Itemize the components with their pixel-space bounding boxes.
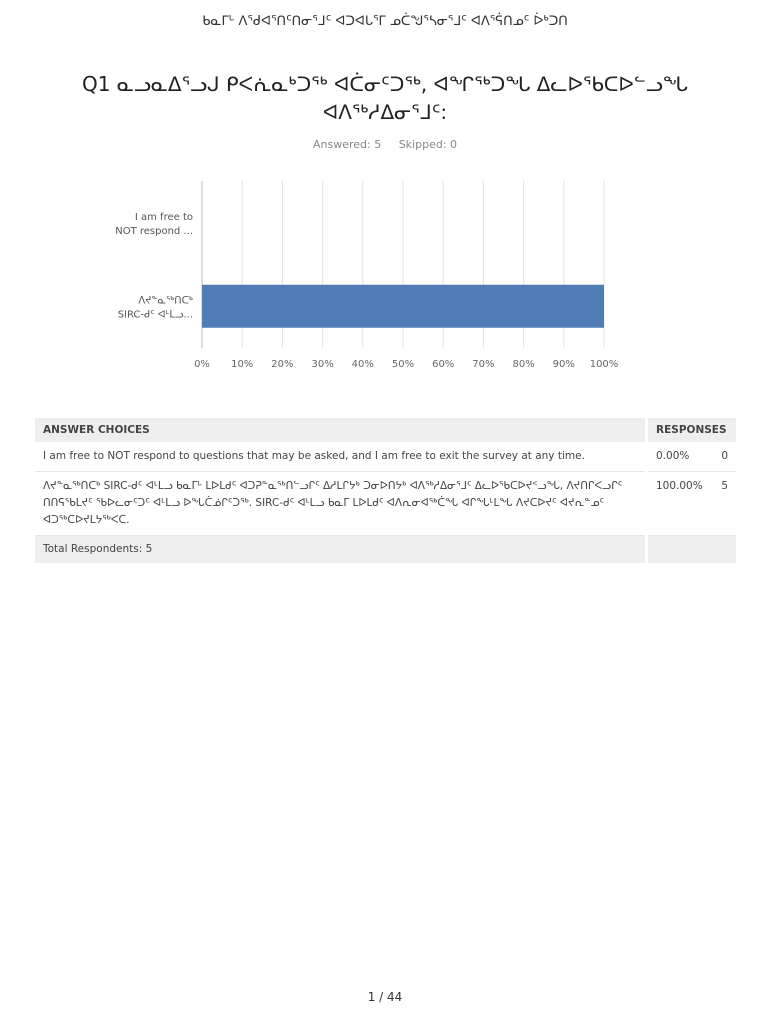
chart-tick-label: 100% [589, 359, 619, 370]
answered-count: Answered: 5 [312, 138, 382, 151]
chart-tick-label: 90% [552, 359, 575, 370]
response-percent: 0.00% [647, 442, 708, 472]
question-title: Q1 ᓇᓗᓇᐃᕐᓗᒍ ᑭᐸᕇᓇᒃᑐᖅ ᐊᑖᓂᑦᑐᖅ, ᐊᖏᖅᑐᖓ ᐃᓚᐅᖃᑕᐅᓪᓗᖓ ᐊᐱᖅᓱᐃᓂᕐᒧᑦ: [82, 72, 688, 124]
answer-choice-text: I am free to NOT respond to questions that may be asked, and I am free to exit the survey at any time. [35, 442, 647, 472]
chart-category-label: ᐱᔪᓐᓇᖅᑎᑕᒃ SIRC-ᑯᑦ ᐊᒻᒪᓗ... [117, 295, 193, 321]
chart-tick-label: 80% [512, 359, 535, 370]
chart-bar [202, 285, 604, 328]
response-count: 5 [708, 472, 736, 536]
page-number: 1 / 44 [367, 990, 403, 1004]
total-row-spacer [647, 536, 737, 564]
chart-tick-label: 70% [472, 359, 495, 370]
header-answer-choices: ANSWER CHOICES [35, 418, 647, 442]
chart-tick-label: 60% [432, 359, 455, 370]
chart-tick-label: 20% [271, 359, 294, 370]
survey-title: ᑲᓇᒥᒡ ᐱᖁᐊᕐᑎᑦᑎᓂᕐᒧᑦ ᐊᑐᐊᒐᕐᒥ ᓄᑖᖑᕐᓴᓂᕐᒧᑦ ᐊᐱᕐᕌᑎᓄᑦ ᐆᒃᑐᑎ [202, 14, 568, 29]
skipped-count: Skipped: 0 [398, 138, 458, 151]
chart-tick-label: 40% [351, 359, 374, 370]
total-row [35, 536, 736, 564]
chart-tick-label: 0% [194, 359, 210, 370]
results-table [35, 418, 736, 563]
chart-tick-label: 50% [391, 359, 415, 370]
chart-tick-label: 30% [311, 359, 334, 370]
chart-tick-label: 10% [231, 359, 254, 370]
table-row [35, 442, 736, 472]
response-percent: 100.00% [647, 472, 708, 536]
bar-chart [0, 0, 770, 400]
header-responses: RESPONSES [647, 418, 737, 442]
table-row [35, 472, 736, 536]
table-header-row [35, 418, 736, 442]
response-count: 0 [708, 442, 736, 472]
total-respondents: Total Respondents: 5 [35, 536, 647, 564]
answer-choice-text: ᐱᔪᓐᓇᖅᑎᑕᒃ SIRC-ᑯᑦ ᐊᒻᒪᓗ ᑲᓇᒥᒡ ᒪᐅᒪᑯᑦ ᐊᑐᕈᓐᓇᖅᑎᓪᓗᒋᑦ ᐃᓱᒪᒋᔭᒃ ᑐᓂᐅᑎᔭᒃ ᐊᐱᖅᓱᐃᓂᕐᒧᑦ ᐃᓚᐅᖃᑕᐅᔪᑉᓗᖓ, ᐱᔪᑎᒋᐸᓗᒋᑦ ᑎᑎᕋᖃᒪᔪᑦ ᖃᐅᓚᓂᑦᑐᑦ ᐊᒻᒪᓗ ᐅᖓᑖᓅᒋᑦᑐᖅ. SIRC-ᑯᑦ ᐊᒻᒪᓗ ᑲᓇᒥ ᒪᐅᒪᑯᑦ ᐊᐱᕆᓂᐊᖅᑖᖓ ᐊᒋᖓᒻᒪᖓ ᐱᔪᑕᐅᔪᑦ ᐊᔪᕆᓐᓄᑦ ᐊᑐᖅᑕᐅᔪᒪᔭᖅᐸᑕ. [35, 472, 647, 536]
chart-category-label: I am free to NOT respond ... [115, 211, 193, 237]
